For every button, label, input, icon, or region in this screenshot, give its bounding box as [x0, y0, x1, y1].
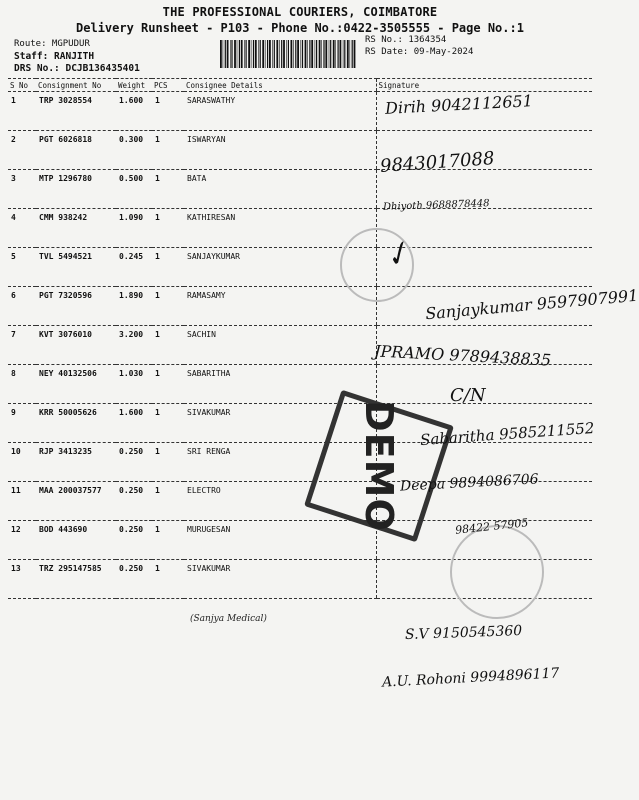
- cell-sno: 1: [8, 92, 36, 131]
- cell-weight: 0.245: [116, 248, 152, 287]
- cell-sno: 8: [8, 365, 36, 404]
- cell-consignment: MTP 1296780: [36, 170, 116, 209]
- cell-consignment: NEY 40132506: [36, 365, 116, 404]
- cell-sno: 3: [8, 170, 36, 209]
- cell-signature: [376, 170, 592, 209]
- col-consignee: Consignee Details: [184, 79, 376, 92]
- cell-sno: 10: [8, 443, 36, 482]
- table-header-row: [8, 79, 592, 92]
- cell-consignee: MURUGESAN: [184, 521, 376, 560]
- cell-signature: [376, 92, 592, 131]
- table-row: [8, 443, 592, 482]
- handwritten-signature: Dirih 9042112651: [384, 91, 534, 118]
- handwritten-signature: ✓: [377, 234, 418, 277]
- cell-consignment: TRP 3028554: [36, 92, 116, 131]
- cell-consignment: PGT 7320596: [36, 287, 116, 326]
- cell-consignee: SIVAKUMAR: [184, 404, 376, 443]
- table-row: [8, 404, 592, 443]
- cell-weight: 0.500: [116, 170, 152, 209]
- cell-consignee: SACHIN: [184, 326, 376, 365]
- handwritten-signature: C/N: [450, 385, 486, 406]
- demo-stamp-text: DEMO: [357, 400, 401, 532]
- cell-consignee: SANJAYKUMAR: [184, 248, 376, 287]
- cell-consignment: KRR 50005626: [36, 404, 116, 443]
- cell-weight: 3.200: [116, 326, 152, 365]
- cell-consignment: PGT 6026818: [36, 131, 116, 170]
- table-row: [8, 209, 592, 248]
- cell-weight: 1.600: [116, 92, 152, 131]
- cell-signature: [376, 131, 592, 170]
- cell-signature: [376, 287, 592, 326]
- cell-pcs: 1: [152, 209, 184, 248]
- cell-sno: 13: [8, 560, 36, 599]
- handwritten-note: (Sanjya Medical): [190, 614, 267, 624]
- handwritten-signature: A.U. Rohoni 9994896117: [381, 665, 560, 691]
- cell-weight: 0.300: [116, 131, 152, 170]
- cell-consignee: KATHIRESAN: [184, 209, 376, 248]
- cell-pcs: 1: [152, 131, 184, 170]
- cell-consignee: SRI RENGA: [184, 443, 376, 482]
- table-row: [8, 170, 592, 209]
- cell-pcs: 1: [152, 92, 184, 131]
- handwritten-signature: 9843017088: [379, 148, 496, 177]
- cell-pcs: 1: [152, 443, 184, 482]
- cell-weight: 1.890: [116, 287, 152, 326]
- col-signature: Signature: [376, 79, 592, 92]
- handwritten-signature: Sabaritha 9585211552: [419, 418, 595, 450]
- cell-weight: 0.250: [116, 560, 152, 599]
- table-row: [8, 131, 592, 170]
- cell-weight: 1.090: [116, 209, 152, 248]
- handwritten-signature: JPRAMO 9789438835: [373, 341, 552, 370]
- company-title: THE PROFESSIONAL COURIERS, COIMBATORE: [162, 5, 438, 19]
- rs-date: RS Date: 09-May-2024: [365, 47, 474, 57]
- cell-signature: [376, 326, 592, 365]
- rs-number: RS No.: 1364354: [365, 35, 447, 45]
- col-sno: S No: [8, 79, 36, 92]
- handwritten-signature: Deepa 9894086706: [399, 471, 539, 495]
- cell-sno: 4: [8, 209, 36, 248]
- cell-pcs: 1: [152, 560, 184, 599]
- cell-pcs: 1: [152, 248, 184, 287]
- cell-consignee: SIVAKUMAR: [184, 560, 376, 599]
- cell-pcs: 1: [152, 170, 184, 209]
- table-row: [8, 92, 592, 131]
- table-row: [8, 482, 592, 521]
- cell-sno: 6: [8, 287, 36, 326]
- col-pcs: PCS: [152, 79, 184, 92]
- round-seal: [340, 228, 414, 302]
- cell-weight: 0.250: [116, 443, 152, 482]
- cell-consignee: BATA: [184, 170, 376, 209]
- route-label: Route: MGPUDUR: [14, 39, 90, 49]
- handwritten-signature: Sanjaykumar 9597907991: [424, 285, 639, 324]
- cell-pcs: 1: [152, 365, 184, 404]
- cell-consignment: KVT 3076010: [36, 326, 116, 365]
- col-consignment: Consignment No: [36, 79, 116, 92]
- cell-signature: [376, 365, 592, 404]
- cell-weight: 1.600: [116, 404, 152, 443]
- cell-consignee: SABARITHA: [184, 365, 376, 404]
- cell-signature: [376, 209, 592, 248]
- cell-consignee: ISWARYAN: [184, 131, 376, 170]
- table-row: [8, 248, 592, 287]
- cell-consignment: CMM 938242: [36, 209, 116, 248]
- handwritten-signature: S.V 9150545360: [404, 622, 523, 644]
- cell-sno: 12: [8, 521, 36, 560]
- cell-pcs: 1: [152, 404, 184, 443]
- cell-weight: 1.030: [116, 365, 152, 404]
- handwritten-signature: Dhiyoth 9688878448: [382, 198, 490, 213]
- cell-consignment: RJP 3413235: [36, 443, 116, 482]
- cell-weight: 0.250: [116, 521, 152, 560]
- cell-pcs: 1: [152, 287, 184, 326]
- cell-pcs: 1: [152, 521, 184, 560]
- cell-weight: 0.250: [116, 482, 152, 521]
- cell-sno: 2: [8, 131, 36, 170]
- cell-consignee: SARASWATHY: [184, 92, 376, 131]
- cell-sno: 7: [8, 326, 36, 365]
- cell-sno: 5: [8, 248, 36, 287]
- cell-consignment: TRZ 295147585: [36, 560, 116, 599]
- cell-pcs: 1: [152, 326, 184, 365]
- handwritten-signature: 98422 57905: [454, 516, 529, 537]
- runsheet-table: [8, 78, 592, 599]
- cell-consignment: MAA 200037577: [36, 482, 116, 521]
- staff-label: Staff: RANJITH: [14, 51, 95, 62]
- drs-number: DRS No.: DCJB136435401: [14, 63, 140, 74]
- cell-consignment: TVL 5494521: [36, 248, 116, 287]
- table-row: [8, 326, 592, 365]
- cell-consignee: RAMASAMY: [184, 287, 376, 326]
- runsheet-subtitle: Delivery Runsheet - P103 - Phone No.:0422-3505555 - Page No.:1: [76, 21, 524, 35]
- cell-consignee: ELECTRO: [184, 482, 376, 521]
- cell-sno: 11: [8, 482, 36, 521]
- round-seal: [450, 525, 544, 619]
- cell-sno: 9: [8, 404, 36, 443]
- cell-pcs: 1: [152, 482, 184, 521]
- col-weight: Weight: [116, 79, 152, 92]
- table-row: [8, 365, 592, 404]
- cell-consignment: BOD 443690: [36, 521, 116, 560]
- barcode: [220, 40, 358, 68]
- table-row: [8, 287, 592, 326]
